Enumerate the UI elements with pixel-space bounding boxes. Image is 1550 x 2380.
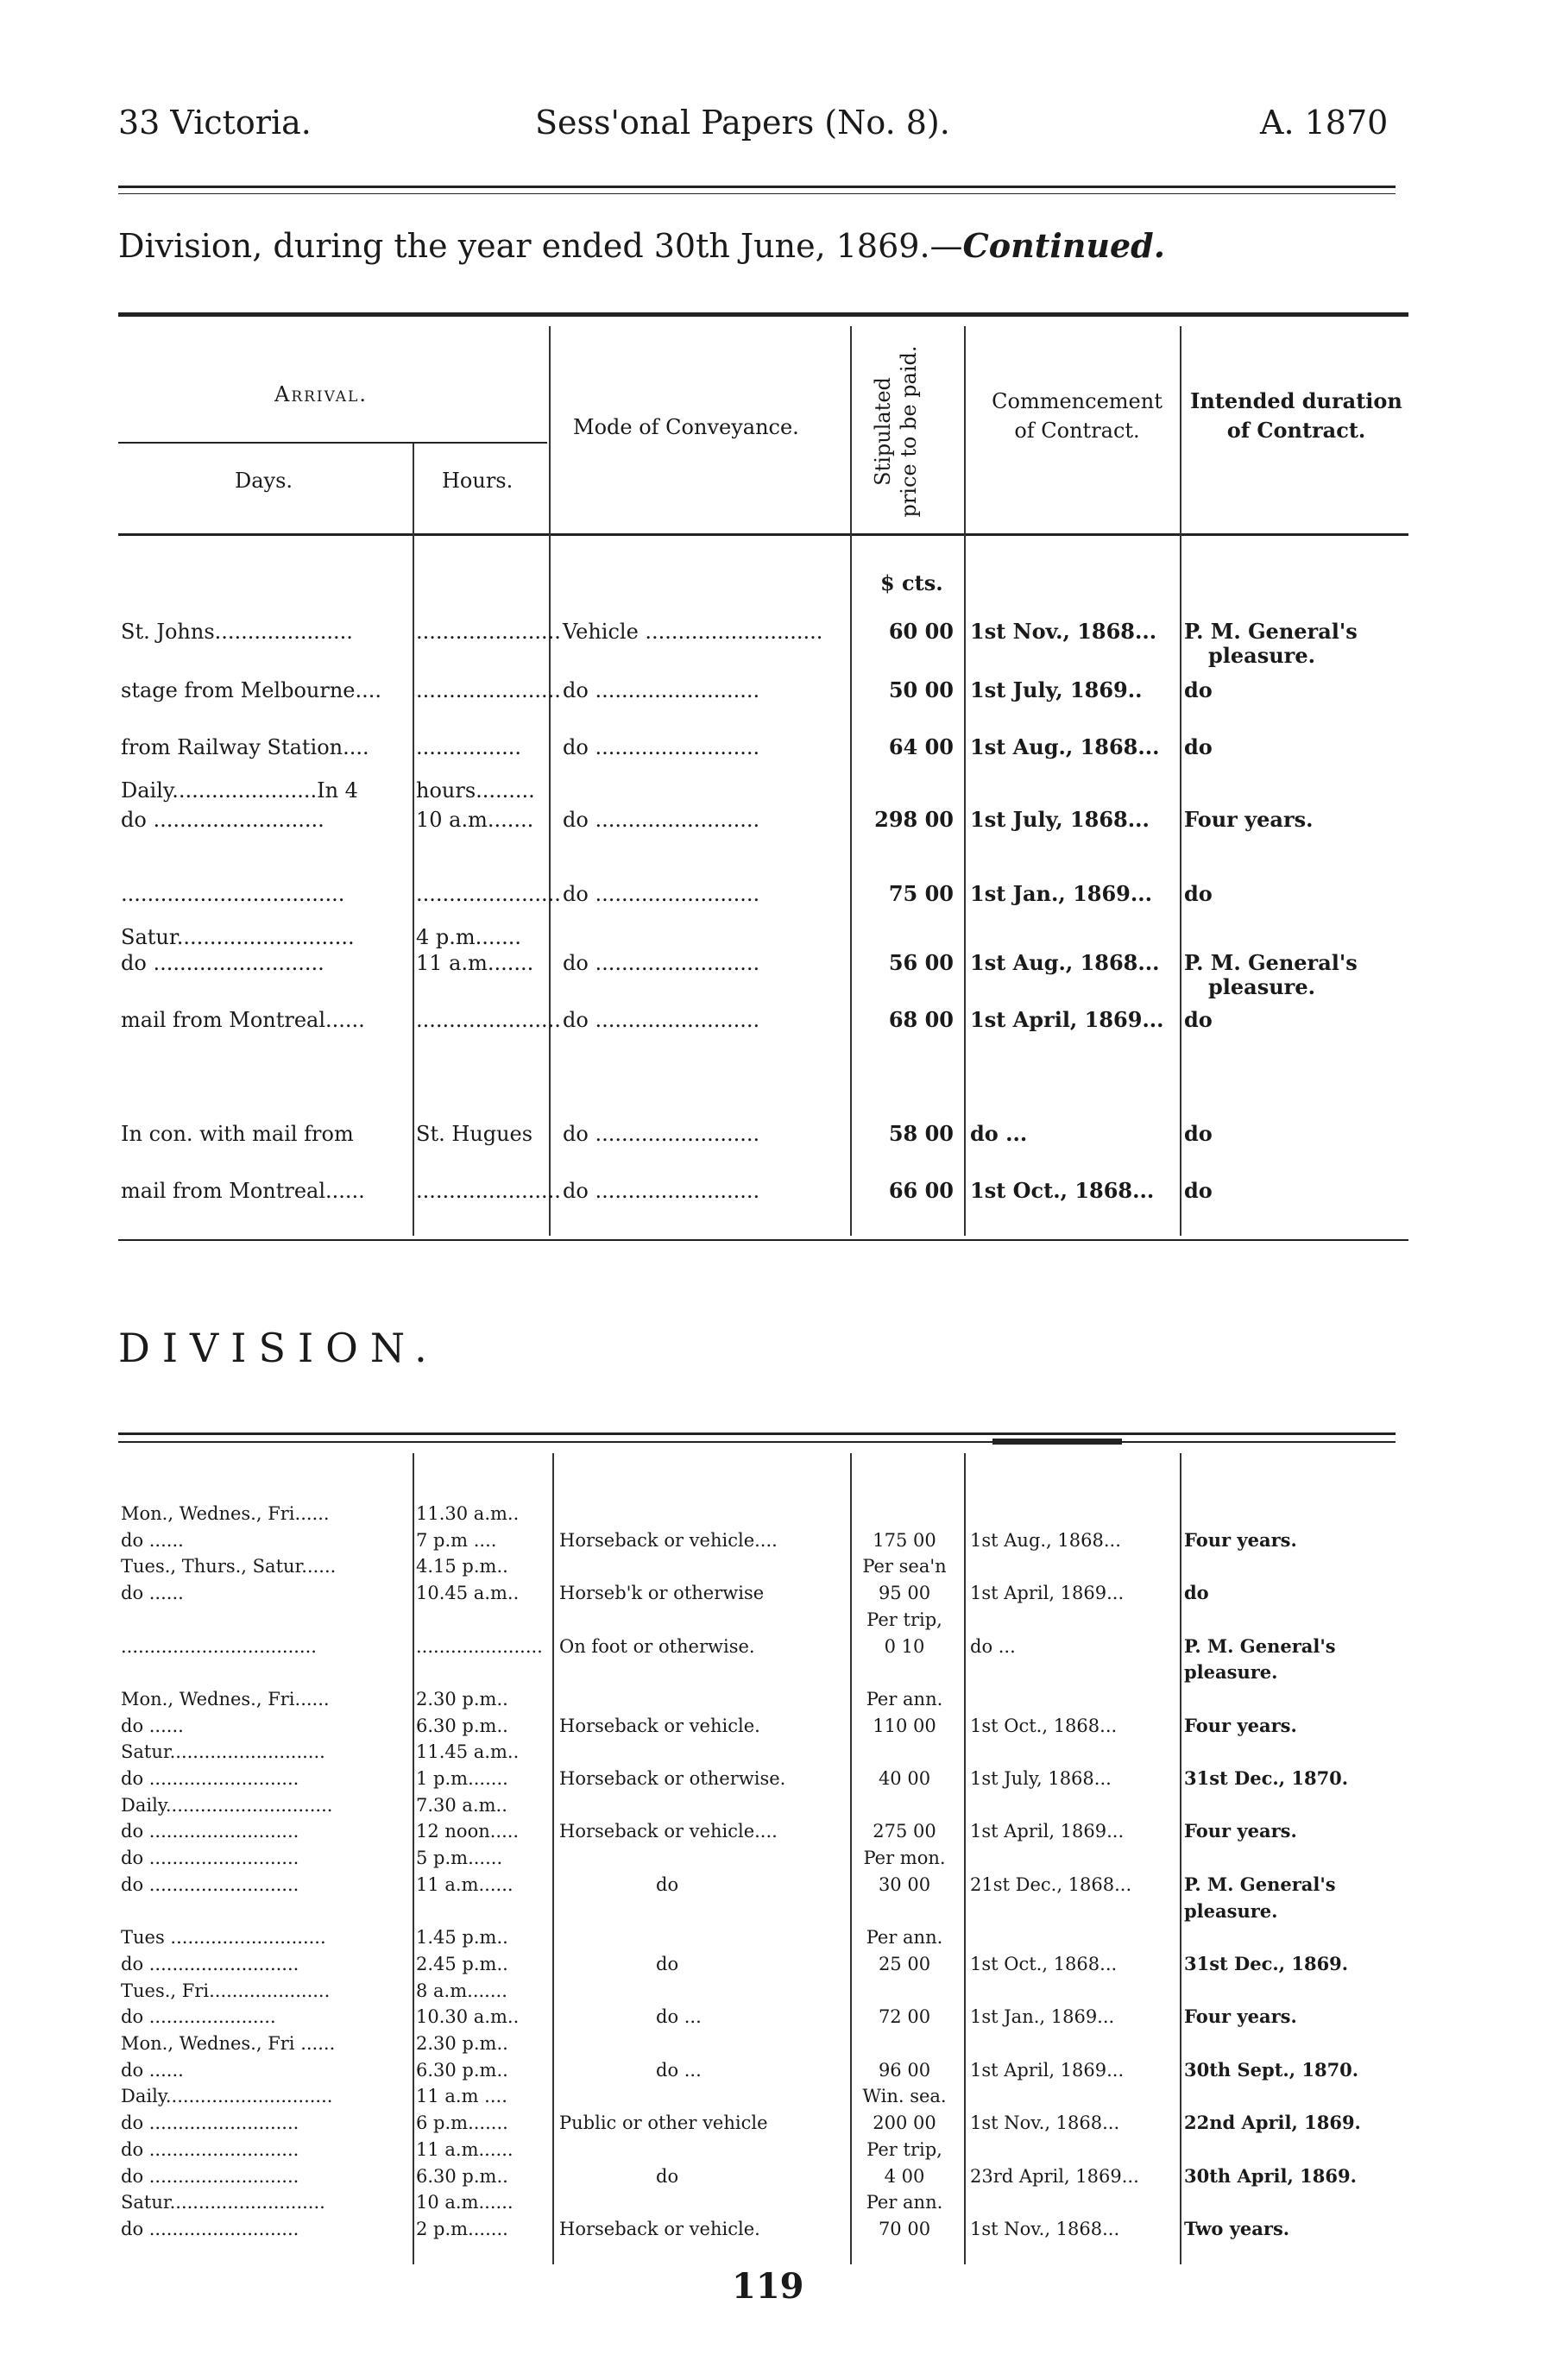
table-cell-hours: 2.30 p.m.. [416,2033,508,2054]
table-cell-days: Mon., Wednes., Fri ...... [121,2033,336,2054]
table-cell-days: St. Johns..................... [121,620,353,644]
table-cell-hours: 7.30 a.m.. [416,1795,507,1816]
table-cell-mode: Horseback or otherwise. [559,1768,786,1789]
table-cell-duration: Four years. [1184,2005,1297,2027]
table-cell-hours: 6.30 p.m.. [416,2166,508,2187]
table-cell-hours: ...................... [416,620,561,644]
table-cell-days: do .......................... [121,1954,299,1974]
header-rule-top [118,186,1396,188]
subtitle-continued: Continued. [962,226,1165,265]
col-header-price [870,337,922,526]
table-cell-days: Daily............................. [121,1795,333,1816]
table-cell-price: 4 00 [884,2166,925,2187]
table-cell-duration: do [1184,881,1213,906]
table2-col-divider [964,1453,966,2264]
table-cell-duration: do [1184,1178,1213,1203]
table2-col-divider [1180,1453,1181,2264]
table-cell-commencement: 1st Oct., 1868... [970,1716,1118,1736]
table2-top-rule [118,1432,1396,1435]
table-cell-mode: do ......................... [563,1179,760,1203]
table-cell-price: Per trip, [866,1609,942,1630]
table-cell-hours: 12 noon..... [416,1821,520,1842]
col-header-price-line1: Stipulated [871,377,895,486]
table-cell-hours: 11 a.m....... [416,951,534,975]
table-cell-mode: do ... [656,2006,702,2027]
table-cell-price: 40 00 [878,1768,931,1789]
table-cell-price: Per sea'n [862,1556,947,1577]
col-header-mode: Mode of Conveyance. [573,415,799,439]
table-cell-price: Per ann. [866,1689,943,1709]
table-cell-mode: do [656,2166,679,2187]
table1-bottom-rule [118,1239,1408,1241]
table-cell-commencement: 1st Nov., 1868... [970,619,1157,644]
table-cell-hours: 8 a.m....... [416,1980,507,2001]
table-cell-price: 70 00 [878,2219,931,2239]
table-cell-days: do .......................... [121,1848,299,1868]
table-cell-days: In con. with mail from [121,1122,354,1146]
table-cell-mode: do ......................... [563,951,760,975]
table-cell-commencement: 1st July, 1868... [970,807,1150,832]
table-cell-days: do .......................... [121,1768,299,1789]
table-cell-days: Mon., Wednes., Fri...... [121,1689,330,1709]
table-cell-days: Tues., Fri..................... [121,1980,331,2001]
table-cell-commencement: 21st Dec., 1868... [970,1874,1132,1895]
table-cell-duration-cont: pleasure. [1208,643,1315,668]
table-cell-price: 96 00 [878,2060,931,2081]
table-cell-duration: 31st Dec., 1869. [1184,1953,1349,1974]
table-cell-days: Satur........................... [121,2192,325,2213]
col-header-duration-line1: Intended duration [1190,388,1402,413]
table-cell-mode: do ......................... [563,735,760,759]
table-cell-commencement: 1st Aug., 1868... [970,950,1160,975]
table-cell-duration: do [1184,677,1213,702]
table-cell-days: Tues., Thurs., Satur...... [121,1556,337,1577]
table-cell-days: stage from Melbourne.... [121,678,382,702]
table-cell-hours: 2.30 p.m.. [416,1689,508,1709]
table-cell-duration: P. M. General's [1184,1635,1336,1657]
table-cell-mode: On foot or otherwise. [559,1636,755,1657]
col-header-commence-line1: Commencement [992,389,1162,413]
table-cell-hours: ...................... [416,678,561,702]
table2-col-divider [552,1453,554,2264]
table-cell-commencement: do ... [970,1121,1028,1146]
table-cell-days: Daily......................In 4 [121,778,358,803]
table-cell-hours: ...................... [416,1179,561,1203]
table-cell-days: from Railway Station.... [121,735,369,759]
table-cell-days: Satur........................... [121,1741,325,1762]
table-cell-hours: 1.45 p.m.. [416,1927,508,1948]
table-cell-hours: 6.30 p.m.. [416,2060,508,2081]
table-cell-days: do ...... [121,1716,184,1736]
table-cell-price: 275 00 [873,1821,936,1842]
table-cell-commencement: 1st April, 1869... [970,1821,1125,1842]
col-header-hours: Hours. [442,469,514,493]
table-cell-commencement: 1st Jan., 1869... [970,2006,1115,2027]
table1-top-rule [118,312,1408,317]
col-header-price-line2: price to be paid. [897,345,921,518]
table-cell-hours: 5 p.m...... [416,1848,503,1868]
table-cell-price: 75 00 [888,881,954,906]
table-cell-commencement: 1st April, 1869... [970,1583,1125,1603]
table-cell-mode: Horseback or vehicle. [559,1716,760,1736]
table-cell-mode: Vehicle ........................... [563,620,823,644]
table-cell-days: do ...... [121,1530,184,1551]
table-cell-duration: Two years. [1184,2218,1290,2239]
table2-top-rule-2 [118,1441,1396,1443]
table-cell-duration: Four years. [1184,1529,1297,1551]
col-header-days: Days. [235,469,293,493]
table-cell-mode: Horseback or vehicle.... [559,1530,778,1551]
table-cell-hours: ...................... [416,1636,543,1657]
table-cell-duration: 31st Dec., 1870. [1184,1767,1349,1789]
table-cell-mode: do [656,1874,679,1895]
table-cell-price: 25 00 [878,1954,931,1974]
table2-accent-rule [992,1439,1122,1445]
table-cell-mode: Horseback or vehicle.... [559,1821,778,1842]
table-cell-days: do .......................... [121,2219,299,2239]
table1-header-rule [118,533,1408,536]
table-cell-days: do .......................... [121,951,324,975]
table-cell-mode: do ......................... [563,678,760,702]
table-cell-mode: do ......................... [563,882,760,906]
table-cell-duration: pleasure. [1184,1661,1278,1683]
table-cell-mode: Horseb'k or otherwise [559,1583,765,1603]
table-cell-days: Tues ........................... [121,1927,326,1948]
table-cell-days: do .......................... [121,2139,299,2160]
table-cell-price: 60 00 [888,619,954,644]
table-cell-price: 68 00 [888,1007,954,1032]
table-cell-price: Win. sea. [862,2086,947,2106]
table-cell-days: do ...... [121,2060,184,2081]
page-number: 119 [732,2266,804,2307]
table-cell-price: 200 00 [873,2112,936,2133]
header-right: A. 1870 [1260,104,1389,142]
table-cell-duration-cont: pleasure. [1208,974,1315,999]
subtitle-text: Division, during the year ended 30th June, 1869.— [118,227,963,265]
table-cell-mode: do [656,1954,679,1974]
arrival-sub-rule [118,442,547,444]
table-cell-days: do .......................... [121,1821,299,1842]
table-cell-commencement: 1st April, 1869... [970,2060,1125,2081]
table-cell-days: Satur........................... [121,925,355,949]
col-header-commence-line2: of Contract. [1014,419,1140,443]
table-cell-hours: 4.15 p.m.. [416,1556,508,1577]
table2-col-divider [413,1453,414,2264]
table-cell-duration: do [1184,1007,1213,1032]
table-cell-commencement: 1st Nov., 1868... [970,2112,1120,2133]
table-cell-days: do .......................... [121,2166,299,2187]
table-cell-days: mail from Montreal...... [121,1179,365,1203]
table-cell-duration: do [1184,734,1213,759]
table-cell-duration: pleasure. [1184,1900,1278,1922]
table-cell-price: 50 00 [888,677,954,702]
table-cell-hours: 7 p.m .... [416,1530,497,1551]
table-cell-price: 175 00 [873,1530,936,1551]
table-cell-hours: 1 p.m....... [416,1768,508,1789]
table-cell-commencement: 1st Oct., 1868... [970,1954,1118,1974]
header-rule-bottom [118,193,1396,194]
col-header-duration [1184,387,1408,445]
table-cell-price: Per ann. [866,1927,943,1948]
header-left: 33 Victoria. [118,104,312,142]
table-cell-commencement: 1st Aug., 1868... [970,1530,1121,1551]
table-cell-hours: 10 a.m....... [416,808,534,832]
table-cell-price: Per ann. [866,2192,943,2213]
table-cell-price: 30 00 [878,1874,931,1895]
table1-col-divider [549,326,551,1236]
table-cell-price: Per trip, [866,2139,942,2160]
table-cell-mode: Horseback or vehicle. [559,2219,760,2239]
table-cell-hours: 10.30 a.m.. [416,2006,520,2027]
table1-col-divider [850,326,852,1236]
table-cell-duration: Four years. [1184,1820,1297,1842]
table-cell-mode: do ... [656,2060,702,2081]
table-cell-hours: 6 p.m....... [416,2112,508,2133]
table-cell-days: do .......................... [121,2112,299,2133]
table-cell-price: 110 00 [873,1716,936,1736]
table-cell-commencement: 1st Aug., 1868... [970,734,1160,759]
table2-col-divider [850,1453,852,2264]
table-cell-commencement: 1st Nov., 1868... [970,2219,1120,2239]
table-cell-mode: do ......................... [563,1122,760,1146]
table-cell-price: 56 00 [888,950,954,975]
table-cell-commencement: 1st Jan., 1869... [970,881,1152,906]
table-cell-days: do ...... [121,1583,184,1603]
col-header-duration-line2: of Contract. [1226,418,1366,443]
table-cell-days: do .......................... [121,808,324,832]
table-cell-commencement: 1st July, 1869.. [970,677,1143,702]
division-title: DIVISION. [118,1325,439,1371]
table-cell-hours: ...................... [416,882,561,906]
table-cell-days: do ...................... [121,2006,276,2027]
table-cell-commencement: do ... [970,1636,1016,1657]
table1-col-divider [964,326,966,1236]
table-cell-price: 64 00 [888,734,954,759]
table-cell-commencement: 23rd April, 1869... [970,2166,1139,2187]
table-cell-duration: P. M. General's [1184,1873,1336,1895]
table-cell-hours: 11 a.m...... [416,1874,514,1895]
table-cell-hours: 11.30 a.m.. [416,1503,520,1524]
table-cell-duration: P. M. General's [1184,619,1358,644]
table-cell-duration: 30th April, 1869. [1184,2165,1357,2187]
table-cell-mode: do ......................... [563,808,760,832]
table-cell-duration: 22nd April, 1869. [1184,2112,1361,2133]
table-cell-hours: ................ [416,735,522,759]
table-cell-commencement: 1st April, 1869... [970,1007,1164,1032]
table-cell-mode: Public or other vehicle [559,2112,768,2133]
table-cell-hours: hours......... [416,778,535,803]
table-cell-days: .................................. [121,882,345,906]
table-cell-hours: 6.30 p.m.. [416,1716,508,1736]
header-center: Sess'onal Papers (No. 8). [535,104,950,142]
table-cell-hours: St. Hugues [416,1122,533,1146]
table-cell-commencement: 1st July, 1868... [970,1768,1112,1789]
table-cell-mode: do ......................... [563,1008,760,1032]
table-cell-hours: ...................... [416,1008,561,1032]
table-cell-hours: 10.45 a.m.. [416,1583,520,1603]
table-cell-duration: P. M. General's [1184,950,1358,975]
table-cell-duration: do [1184,1582,1209,1603]
table-cell-days: do .......................... [121,1874,299,1895]
table-cell-days: Daily............................. [121,2086,333,2106]
table-cell-price: 298 00 [874,807,954,832]
table-cell-duration: do [1184,1121,1213,1146]
table-cell-days: .................................. [121,1636,317,1657]
col-header-arrival: Arrival. [274,382,368,406]
table-cell-hours: 11 a.m...... [416,2139,514,2160]
table-cell-hours: 11 a.m .... [416,2086,507,2106]
units-label: $ cts. [880,570,943,595]
table1-col-divider [1180,326,1181,1236]
col-header-commencement [975,387,1179,445]
table-cell-hours: 2.45 p.m.. [416,1954,508,1974]
table-cell-price: 0 10 [884,1636,925,1657]
table-cell-days: mail from Montreal...... [121,1008,365,1032]
table-cell-hours: 2 p.m....... [416,2219,508,2239]
table-cell-price: 66 00 [888,1178,954,1203]
table-cell-hours: 10 a.m...... [416,2192,514,2213]
table-cell-price: 58 00 [888,1121,954,1146]
table-cell-price: Per mon. [863,1848,946,1868]
table-cell-duration: Four years. [1184,807,1314,832]
table-cell-duration: 30th Sept., 1870. [1184,2059,1359,2081]
table1-col-divider [413,444,414,1236]
table-cell-price: 95 00 [878,1583,931,1603]
table-cell-hours: 11.45 a.m.. [416,1741,520,1762]
table-cell-duration: Four years. [1184,1715,1297,1736]
table-cell-days: Mon., Wednes., Fri...... [121,1503,330,1524]
table-cell-price: 72 00 [878,2006,931,2027]
table-cell-commencement: 1st Oct., 1868... [970,1178,1155,1203]
table-cell-hours: 4 p.m....... [416,925,522,949]
page-subtitle [118,226,1165,265]
